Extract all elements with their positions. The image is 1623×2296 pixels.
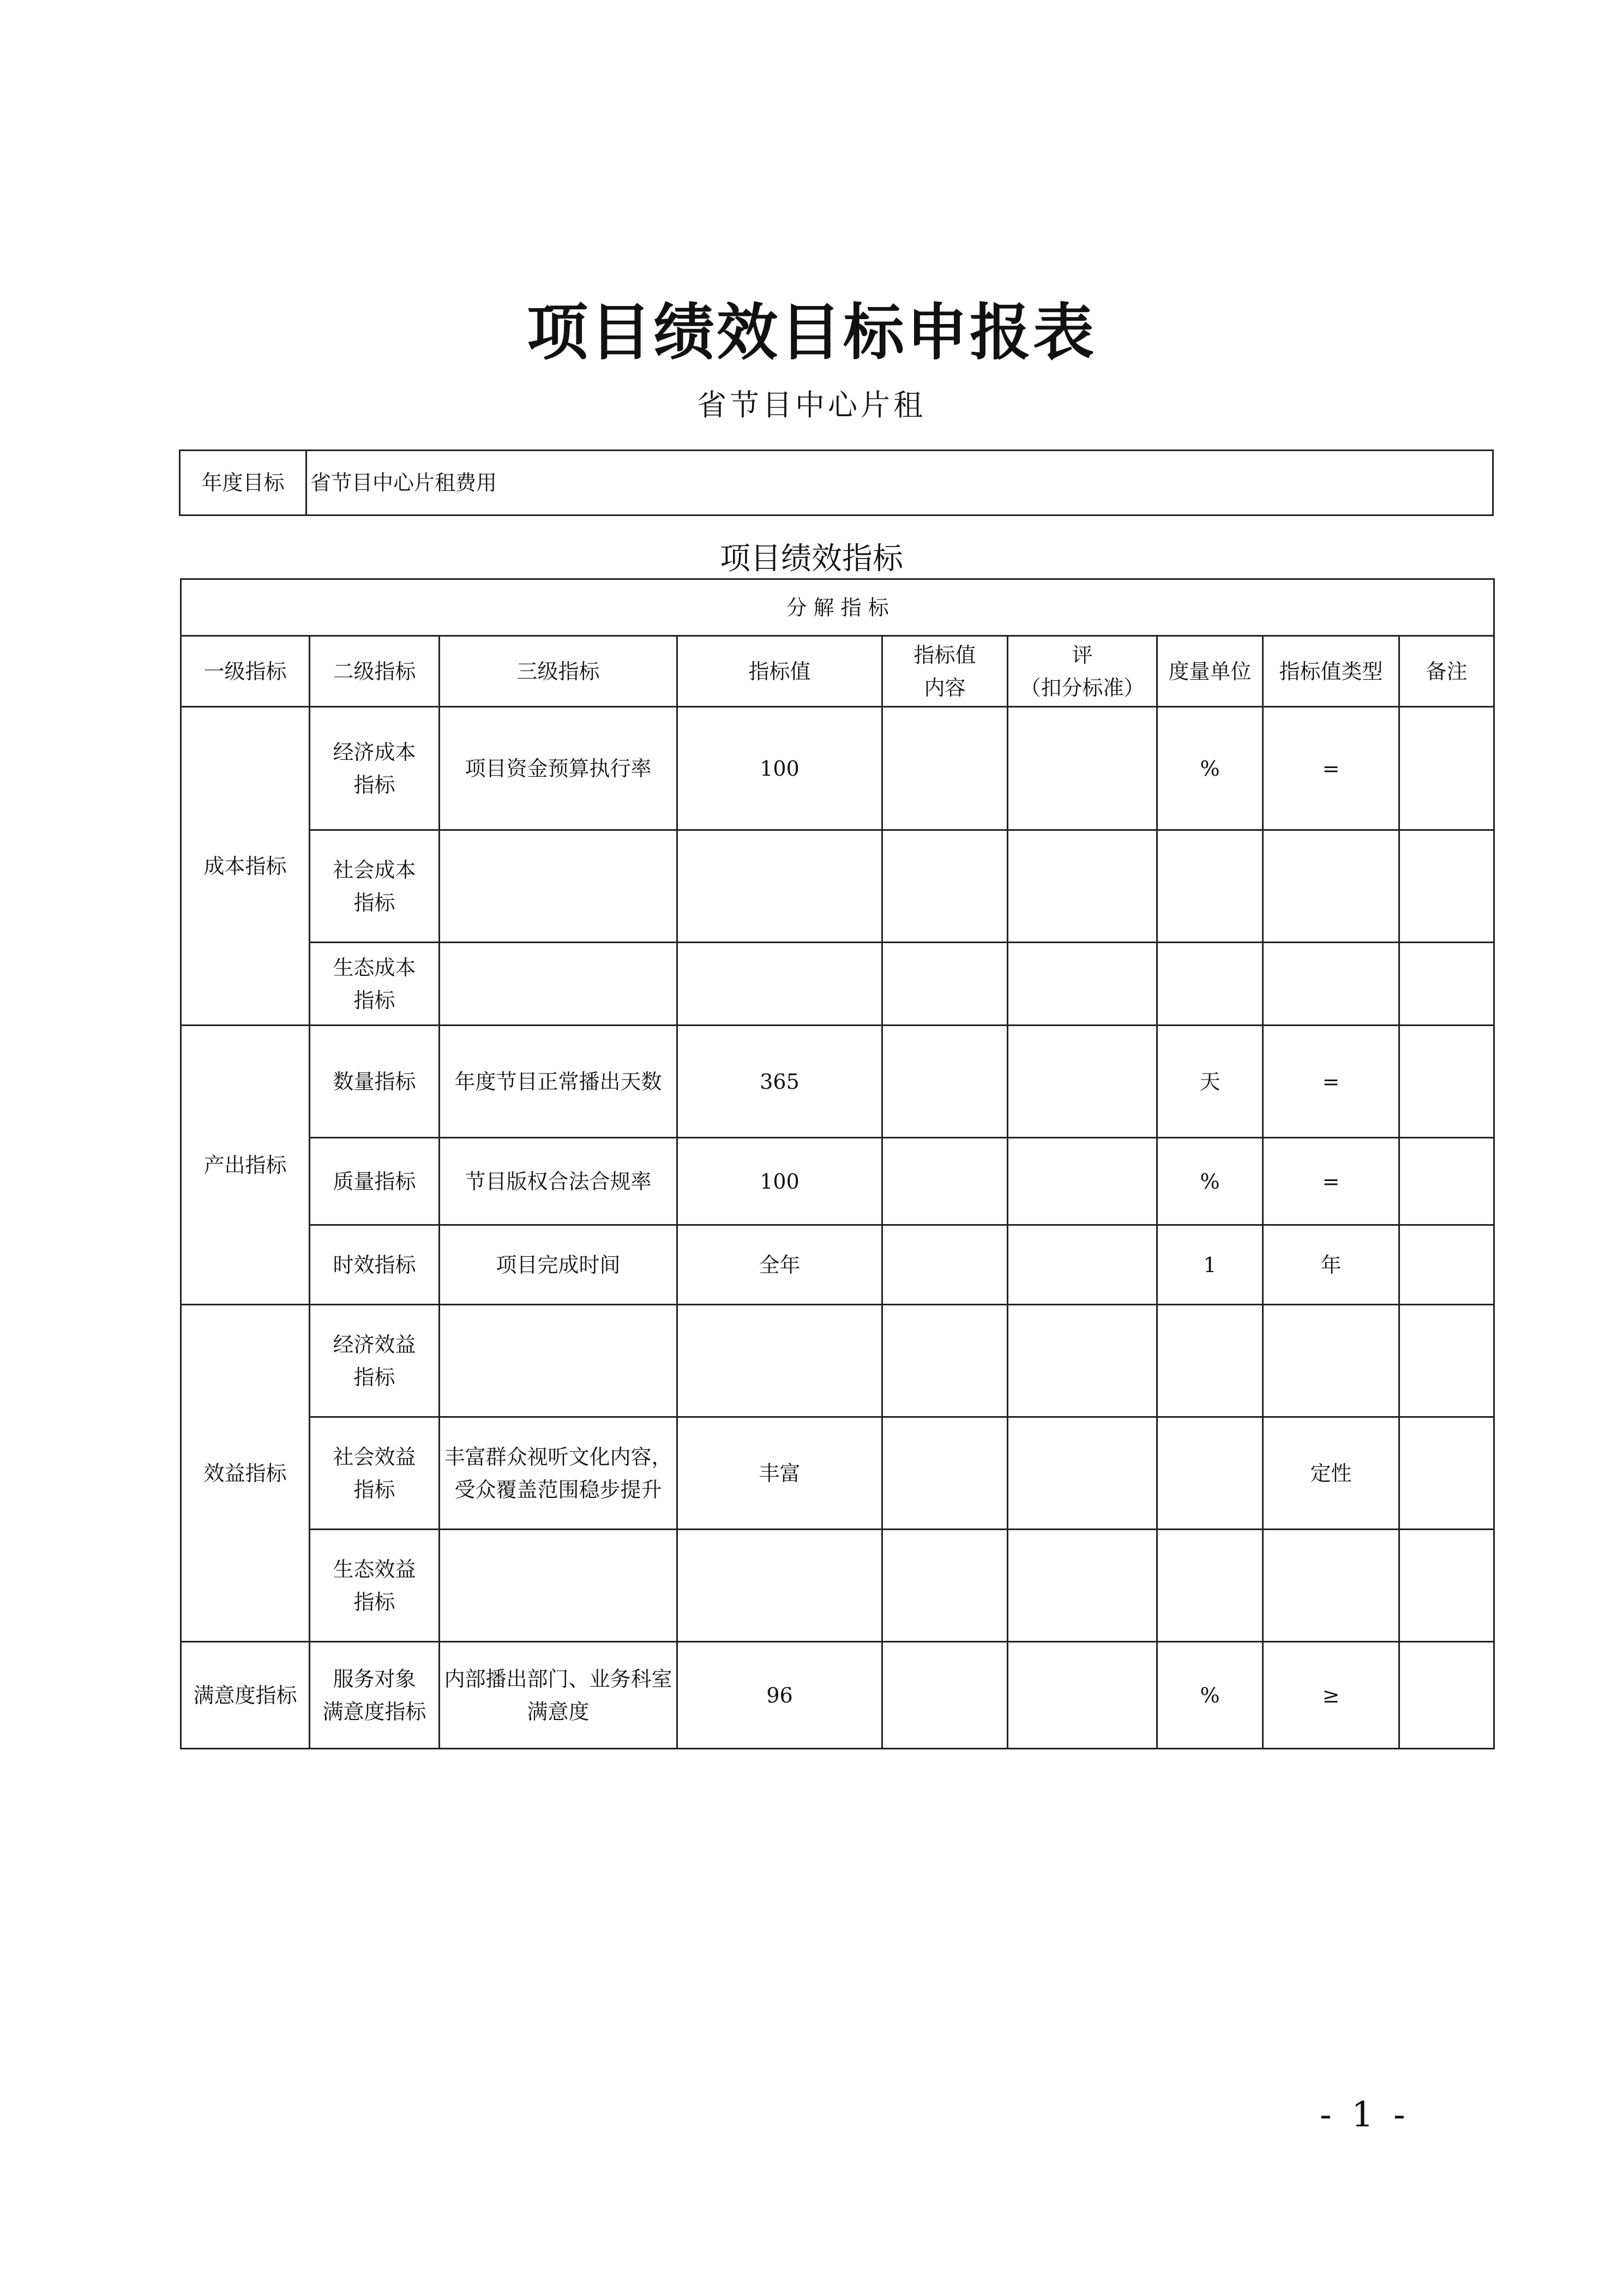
cell-content (882, 1530, 1008, 1642)
column-header-row (181, 636, 1494, 707)
cell-note (1399, 1530, 1494, 1642)
header-content: 指标值 内容 (882, 636, 1008, 707)
table-row (181, 830, 1494, 943)
cell-level3 (440, 1530, 677, 1642)
cell-value (677, 943, 882, 1026)
cell-level2: 社会成本 指标 (310, 830, 440, 943)
table-row (181, 1026, 1494, 1138)
cell-unit (1157, 1417, 1263, 1530)
cell-level2: 经济效益 指标 (310, 1305, 440, 1417)
cell-scoring (1008, 1225, 1157, 1305)
header-unit: 度量单位 (1157, 636, 1263, 707)
table-row (181, 943, 1494, 1026)
cell-unit (1157, 943, 1263, 1026)
cell-content (882, 1026, 1008, 1138)
cell-unit: 天 (1157, 1026, 1263, 1138)
cell-type (1263, 943, 1399, 1026)
annual-goal-label: 年度目标 (180, 451, 306, 515)
cell-note (1399, 1417, 1494, 1530)
cell-level2: 时效指标 (310, 1225, 440, 1305)
cell-value: 丰富 (677, 1417, 882, 1530)
table-row (181, 1305, 1494, 1417)
section-title: 项目绩效指标 (720, 541, 903, 577)
cell-scoring (1008, 1138, 1157, 1225)
table-row (181, 1642, 1494, 1749)
cell-value: 96 (677, 1642, 882, 1749)
cell-note (1399, 943, 1494, 1026)
cell-value: 100 (677, 1138, 882, 1225)
cell-scoring (1008, 830, 1157, 943)
cell-value: 全年 (677, 1225, 882, 1305)
cell-level3: 内部播出部门、业务科室 满意度 (440, 1642, 677, 1749)
annual-goal-table (179, 449, 1494, 516)
header-level2: 二级指标 (310, 636, 440, 707)
cell-scoring (1008, 1642, 1157, 1749)
cell-unit: % (1157, 1138, 1263, 1225)
cell-unit: 1 (1157, 1225, 1263, 1305)
cell-level2: 服务对象 满意度指标 (310, 1642, 440, 1749)
cell-level3: 节目版权合法合规率 (440, 1138, 677, 1225)
cell-level3: 项目完成时间 (440, 1225, 677, 1305)
cell-level2: 生态效益 指标 (310, 1530, 440, 1642)
cell-level3: 年度节目正常播出天数 (440, 1026, 677, 1138)
cell-content (882, 1642, 1008, 1749)
table-row (181, 1138, 1494, 1225)
cell-scoring (1008, 707, 1157, 830)
cell-type: ≥ (1263, 1642, 1399, 1749)
cell-scoring (1008, 1530, 1157, 1642)
header-scoring: 评 （扣分标准） (1008, 636, 1157, 707)
cell-value: 100 (677, 707, 882, 830)
cell-unit: % (1157, 1642, 1263, 1749)
cell-type: = (1263, 707, 1399, 830)
cell-level3: 丰富群众视听文化内容， 受众覆盖范围稳步提升 (440, 1417, 677, 1530)
document-title: 项目绩效目标申报表 (527, 297, 1096, 368)
level1-cell-satisfaction: 满意度指标 (181, 1642, 310, 1749)
cell-content (882, 830, 1008, 943)
group-header-row (181, 579, 1494, 636)
header-level1: 一级指标 (181, 636, 310, 707)
cell-level2: 生态成本 指标 (310, 943, 440, 1026)
cell-note (1399, 1642, 1494, 1749)
cell-note (1399, 1305, 1494, 1417)
cell-level2: 数量指标 (310, 1026, 440, 1138)
cell-content (882, 1138, 1008, 1225)
cell-scoring (1008, 1026, 1157, 1138)
table-row (181, 1417, 1494, 1530)
cell-level2: 社会效益 指标 (310, 1417, 440, 1530)
cell-content (882, 707, 1008, 830)
annual-goal-value: 省节目中心片租费用 (306, 451, 1493, 515)
annual-goal-row (180, 451, 1493, 515)
header-value: 指标值 (677, 636, 882, 707)
cell-level2: 经济成本 指标 (310, 707, 440, 830)
table-row (181, 1225, 1494, 1305)
cell-note (1399, 1026, 1494, 1138)
cell-type: 年 (1263, 1225, 1399, 1305)
cell-type: = (1263, 1138, 1399, 1225)
cell-level3 (440, 943, 677, 1026)
table-row (181, 707, 1494, 830)
cell-value (677, 830, 882, 943)
cell-content (882, 943, 1008, 1026)
cell-type: 定性 (1263, 1417, 1399, 1530)
cell-note (1399, 830, 1494, 943)
document-subtitle: 省节目中心片租 (697, 388, 926, 422)
cell-level3 (440, 830, 677, 943)
cell-level3 (440, 1305, 677, 1417)
cell-note (1399, 1225, 1494, 1305)
cell-note (1399, 1138, 1494, 1225)
cell-content (882, 1417, 1008, 1530)
cell-scoring (1008, 1305, 1157, 1417)
table-row (181, 1530, 1494, 1642)
cell-scoring (1008, 943, 1157, 1026)
cell-type (1263, 830, 1399, 943)
cell-value (677, 1305, 882, 1417)
performance-indicator-table (180, 578, 1495, 1749)
cell-unit (1157, 830, 1263, 943)
cell-unit (1157, 1305, 1263, 1417)
cell-scoring (1008, 1417, 1157, 1530)
cell-type (1263, 1305, 1399, 1417)
cell-unit: % (1157, 707, 1263, 830)
cell-level3: 项目资金预算执行率 (440, 707, 677, 830)
cell-content (882, 1305, 1008, 1417)
header-note: 备注 (1399, 636, 1494, 707)
cell-level2: 质量指标 (310, 1138, 440, 1225)
level1-cell-cost: 成本指标 (181, 707, 310, 1026)
cell-content (882, 1225, 1008, 1305)
level1-cell-output: 产出指标 (181, 1026, 310, 1305)
header-type: 指标值类型 (1263, 636, 1399, 707)
cell-type (1263, 1530, 1399, 1642)
cell-type: = (1263, 1026, 1399, 1138)
page-number: - 1 - (1320, 2095, 1410, 2135)
cell-value: 365 (677, 1026, 882, 1138)
cell-unit (1157, 1530, 1263, 1642)
cell-note (1399, 707, 1494, 830)
level1-cell-benefit: 效益指标 (181, 1305, 310, 1642)
cell-value (677, 1530, 882, 1642)
group-header: 分 解 指 标 (181, 579, 1494, 636)
header-level3: 三级指标 (440, 636, 677, 707)
